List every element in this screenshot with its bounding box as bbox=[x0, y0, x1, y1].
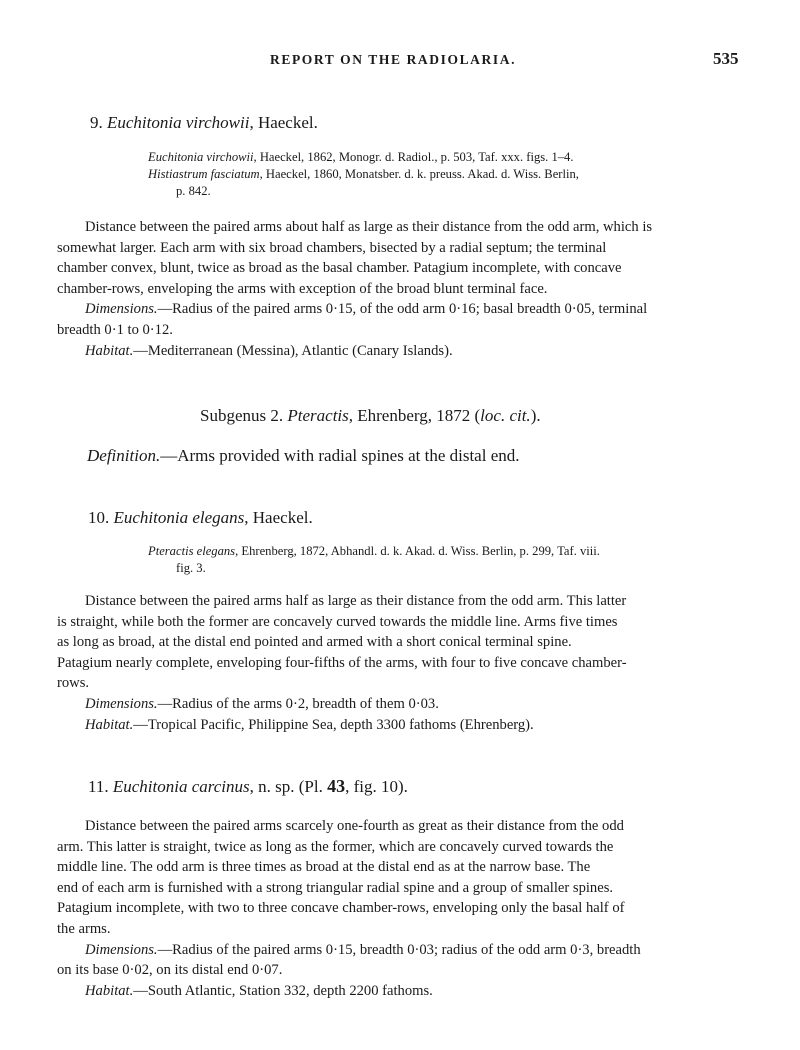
habitat-text: —South Atlantic, Station 332, depth 2200 fathoms. bbox=[133, 982, 433, 999]
habitat-text: —Mediterranean (Messina), Atlantic (Canary Islands). bbox=[133, 342, 453, 359]
dimensions-line: breadth 0·1 to 0·12. bbox=[57, 321, 173, 338]
description-line: somewhat larger. Each arm with six broad chambers, bisected by a radial septum; the terminal bbox=[57, 239, 607, 256]
description-line: rows. bbox=[57, 675, 90, 692]
habitat-label: Habitat. bbox=[85, 982, 134, 999]
species-9-synonymy bbox=[148, 149, 746, 200]
subgenus-loc: loc. cit. bbox=[480, 406, 531, 425]
habitat-line bbox=[57, 341, 745, 362]
definition-text: —Arms provided with radial spines at the distal end. bbox=[160, 446, 520, 465]
subgenus-name: Pteractis bbox=[287, 406, 349, 425]
description-line: as long as broad, at the distal end pointed and armed with a short conical terminal spine. bbox=[57, 634, 572, 651]
figure-reference: , fig. 10). bbox=[345, 777, 408, 796]
description-line: is straight, while both the former are concavely curved towards the middle line. Arms five times bbox=[57, 613, 618, 630]
description-line: chamber-rows, enveloping the arms with exception of the broad blunt terminal face. bbox=[57, 280, 548, 297]
page-number: 535 bbox=[713, 49, 739, 68]
description-line: Distance between the paired arms about half as large as their distance from the odd arm, which is bbox=[85, 219, 653, 235]
definition-label: Definition. bbox=[87, 446, 161, 465]
synonym-citation: , Haeckel, 1860, Monatsber. d. k. preuss. Akad. d. Wiss. Berlin, bbox=[259, 167, 579, 181]
page-header bbox=[0, 49, 800, 74]
species-10-description bbox=[57, 591, 745, 735]
dimensions-text: —Radius of the paired arms 0·15, breadth 0·03; radius of the odd arm 0·3, breadth bbox=[157, 941, 641, 958]
dimensions-label: Dimensions. bbox=[85, 941, 158, 958]
synonym-name: Euchitonia virchowii bbox=[148, 150, 254, 164]
description-line: Distance between the paired arms half as large as their distance from the odd arm. This latter bbox=[85, 593, 627, 609]
synonym-citation: , Ehrenberg, 1872, Abhandl. d. k. Akad. d. Wiss. Berlin, p. 299, Taf. viii. bbox=[235, 544, 600, 558]
subgenus-definition bbox=[87, 446, 520, 466]
description-line: Distance between the paired arms scarcely one-fourth as great as their distance from the odd bbox=[85, 818, 624, 834]
habitat-line bbox=[57, 715, 745, 736]
species-number: 10. bbox=[88, 508, 110, 527]
species-11-heading bbox=[88, 776, 408, 797]
synonym-continuation: fig. 3. bbox=[176, 561, 206, 575]
synonym-name: Pteractis elegans bbox=[148, 544, 236, 558]
species-name: Euchitonia elegans bbox=[113, 508, 245, 527]
synonym-continuation: p. 842. bbox=[176, 184, 211, 198]
description-line: Patagium incomplete, with two to three concave chamber-rows, enveloping only the basal half of bbox=[57, 900, 625, 917]
habitat-line bbox=[57, 981, 745, 1002]
plate-number: 43 bbox=[327, 776, 346, 796]
species-10-synonymy bbox=[148, 543, 746, 577]
description-line: end of each arm is furnished with a strong triangular radial spine and a group of smaller spines. bbox=[57, 879, 614, 896]
dimensions-text: —Radius of the arms 0·2, breadth of them 0·03. bbox=[157, 695, 439, 712]
dimensions-label: Dimensions. bbox=[85, 301, 158, 318]
subgenus-suffix: ). bbox=[530, 406, 541, 425]
species-11-description bbox=[57, 816, 745, 1001]
species-10-heading bbox=[88, 508, 313, 528]
running-head: REPORT ON THE RADIOLARIA. bbox=[270, 52, 517, 67]
dimensions-line bbox=[57, 940, 745, 961]
description-line: Patagium nearly complete, enveloping four-fifths of the arms, with four to five concave chamber- bbox=[57, 654, 627, 671]
species-9-heading bbox=[90, 113, 318, 133]
dimensions-line bbox=[57, 694, 745, 715]
habitat-label: Habitat. bbox=[85, 342, 134, 359]
synonym-name: Histiastrum fasciatum bbox=[148, 167, 260, 181]
synonym-entry bbox=[148, 149, 746, 166]
subgenus-heading bbox=[200, 406, 541, 426]
species-number: 11. bbox=[88, 777, 109, 796]
subgenus-author: , Ehrenberg, 1872 ( bbox=[348, 406, 481, 425]
description-line: middle line. The odd arm is three times as broad at the distal end as at the narrow base. The bbox=[57, 859, 591, 876]
dimensions-text: —Radius of the paired arms 0·15, of the odd arm 0·16; basal breadth 0·05, terminal bbox=[157, 301, 648, 318]
habitat-label: Habitat. bbox=[85, 716, 134, 733]
habitat-text: —Tropical Pacific, Philippine Sea, depth 3300 fathoms (Ehrenberg). bbox=[133, 716, 534, 733]
description-line: chamber convex, blunt, twice as broad as the basal chamber. Patagium incomplete, with concave bbox=[57, 260, 622, 277]
description-line: arm. This latter is straight, twice as long as the former, which are concavely curved towards the bbox=[57, 838, 614, 855]
species-author: , Haeckel. bbox=[249, 113, 318, 132]
synonym-citation: , Haeckel, 1862, Monogr. d. Radiol., p. 503, Taf. xxx. figs. 1–4. bbox=[253, 150, 574, 164]
subgenus-prefix: Subgenus 2. bbox=[200, 406, 284, 425]
synonym-entry bbox=[148, 166, 746, 183]
dimensions-line bbox=[57, 299, 745, 320]
species-name: Euchitonia carcinus bbox=[112, 777, 250, 796]
species-number: 9. bbox=[90, 113, 103, 132]
description-line: the arms. bbox=[57, 920, 111, 937]
dimensions-line: on its base 0·02, on its distal end 0·07. bbox=[57, 962, 283, 979]
species-name: Euchitonia virchowii bbox=[107, 113, 250, 132]
synonym-entry bbox=[148, 543, 746, 560]
dimensions-label: Dimensions. bbox=[85, 695, 158, 712]
species-author: , Haeckel. bbox=[244, 508, 313, 527]
species-9-description bbox=[57, 217, 745, 361]
species-author: , n. sp. (Pl. bbox=[249, 777, 328, 796]
